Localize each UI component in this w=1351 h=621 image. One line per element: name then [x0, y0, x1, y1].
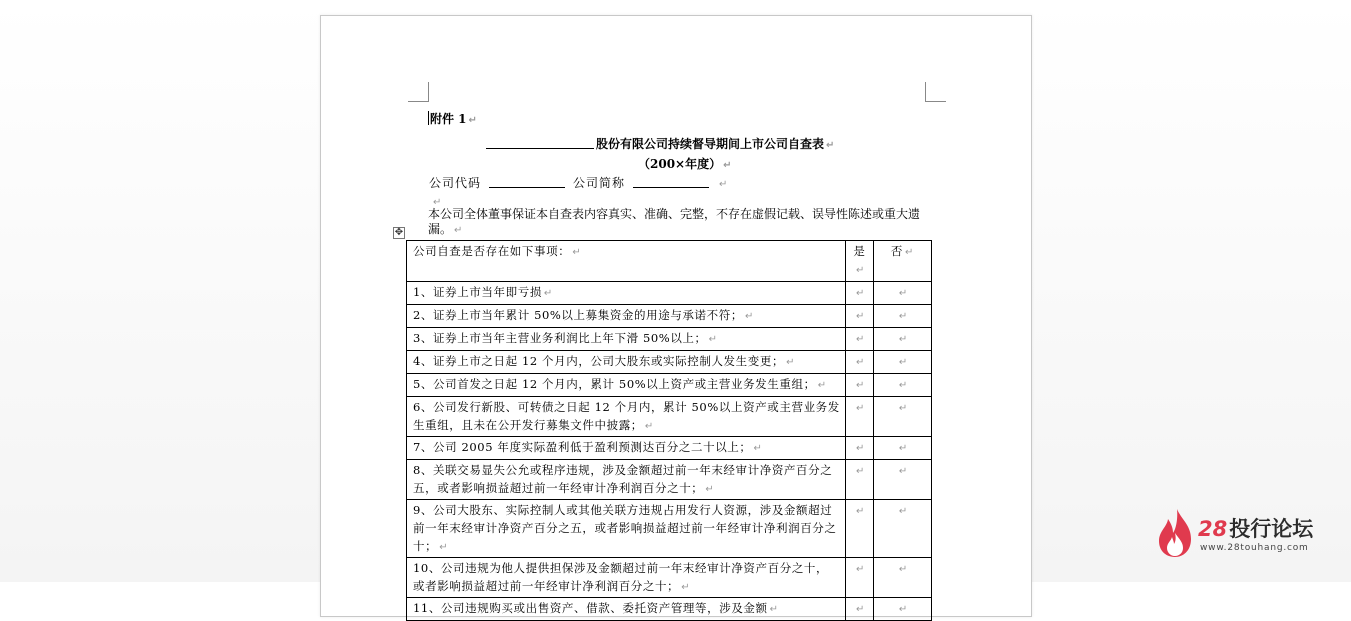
no-cell[interactable]: ↵: [873, 598, 931, 621]
text-cursor: [428, 111, 429, 125]
no-cell[interactable]: ↵: [873, 558, 931, 598]
question-cell[interactable]: 9、公司大股东、实际控制人或其他关联方违规占用发行人资源，涉及金额超过前一年末经审计净资产百分之五，或者影响损益超过前一年经审计净利润百分之十； ↵: [407, 500, 846, 558]
table-row[interactable]: [407, 305, 932, 328]
header-yes-cell[interactable]: 是↵: [846, 241, 874, 282]
watermark-logo: [1155, 507, 1325, 562]
no-cell[interactable]: ↵: [873, 328, 931, 351]
document-page[interactable]: [320, 15, 1032, 617]
yes-cell[interactable]: ↵: [846, 374, 874, 397]
table-row[interactable]: [407, 558, 932, 598]
no-cell[interactable]: ↵: [873, 397, 931, 437]
flame-icon: [1155, 507, 1197, 559]
table-row[interactable]: [407, 374, 932, 397]
yes-cell[interactable]: ↵: [846, 558, 874, 598]
table-row[interactable]: [407, 460, 932, 500]
yes-cell[interactable]: ↵: [846, 500, 874, 558]
table-header-row[interactable]: [407, 241, 932, 282]
company-name-blank: [486, 136, 594, 149]
no-cell[interactable]: ↵: [873, 305, 931, 328]
question-cell[interactable]: 11、公司违规购买或出售资产、借款、委托资产管理等，涉及金额 ↵: [407, 598, 846, 621]
question-cell[interactable]: 10、公司违规为他人提供担保涉及金额超过前一年末经审计净资产百分之十，或者影响损益超过前一年经审计净利润百分之十； ↵: [407, 558, 846, 598]
no-cell[interactable]: ↵: [873, 460, 931, 500]
yes-cell[interactable]: ↵: [846, 397, 874, 437]
no-cell[interactable]: ↵: [873, 374, 931, 397]
company-short-name-label: 公司简称: [573, 176, 626, 190]
document-title[interactable]: 股份有限公司持续督导期间上市公司自查表 ↵: [486, 136, 834, 154]
yes-cell[interactable]: ↵: [846, 305, 874, 328]
table-row[interactable]: [407, 351, 932, 374]
yes-cell[interactable]: ↵: [846, 437, 874, 460]
table-row[interactable]: [407, 282, 932, 305]
yes-cell[interactable]: ↵: [846, 351, 874, 374]
question-cell[interactable]: 3、证券上市当年主营业务利润比上年下滑 50%以上； ↵: [407, 328, 846, 351]
table-row[interactable]: [407, 397, 932, 437]
no-cell[interactable]: ↵: [873, 437, 931, 460]
question-cell[interactable]: 5、公司首发之日起 12 个月内，累计 50%以上资产或主营业务发生重组； ↵: [407, 374, 846, 397]
paragraph-mark: ↵: [454, 225, 463, 236]
no-cell[interactable]: ↵: [873, 500, 931, 558]
header-no-cell[interactable]: 否 ↵: [873, 241, 931, 282]
year-line[interactable]: （200×年度） ↵: [638, 157, 732, 171]
table-row[interactable]: [407, 500, 932, 558]
attachment-label[interactable]: 附件 1 ↵: [430, 112, 477, 126]
yes-cell[interactable]: ↵: [846, 328, 874, 351]
table-row[interactable]: [407, 328, 932, 351]
no-cell[interactable]: ↵: [873, 282, 931, 305]
yes-cell[interactable]: ↵: [846, 282, 874, 305]
margin-corner-top-left: [408, 82, 429, 102]
self-check-table[interactable]: [406, 240, 932, 621]
company-code-blank: [489, 176, 565, 188]
company-code-label: 公司代码: [429, 176, 482, 190]
no-cell[interactable]: ↵: [873, 351, 931, 374]
watermark-url: www.28touhang.com: [1200, 543, 1309, 553]
table-move-handle-icon[interactable]: ✥: [394, 227, 404, 238]
question-cell[interactable]: 1、证券上市当年即亏损 ↵: [407, 282, 846, 305]
paragraph-mark: ↵: [826, 140, 835, 151]
watermark-brand: 28投行论坛: [1198, 517, 1314, 541]
question-cell[interactable]: 4、证券上市之日起 12 个月内，公司大股东或实际控制人发生变更； ↵: [407, 351, 846, 374]
paragraph-mark: ↵: [468, 115, 477, 126]
company-short-name-blank: [633, 176, 709, 188]
declaration-paragraph[interactable]: 本公司全体董事保证本自查表内容真实、准确、完整，不存在虚假记载、误导性陈述或重大遗漏。 ↵: [428, 207, 921, 236]
paragraph-mark: ↵: [433, 197, 442, 208]
question-cell[interactable]: 7、公司 2005 年度实际盈利低于盈利预测达百分之二十以上； ↵: [407, 437, 846, 460]
question-cell[interactable]: 2、证券上市当年累计 50%以上募集资金的用途与承诺不符； ↵: [407, 305, 846, 328]
margin-corner-top-right: [925, 82, 946, 102]
question-cell[interactable]: 6、公司发行新股、可转债之日起 12 个月内，累计 50%以上资产或主营业务发生重组，且未在公开发行募集文件中披露； ↵: [407, 397, 846, 437]
table-row[interactable]: [407, 598, 932, 621]
table-row[interactable]: [407, 437, 932, 460]
company-code-line[interactable]: [429, 175, 728, 193]
yes-cell[interactable]: ↵: [846, 460, 874, 500]
paragraph-mark: ↵: [719, 179, 729, 190]
question-cell[interactable]: 8、关联交易显失公允或程序违规，涉及金额超过前一年末经审计净资产百分之五，或者影响损益超过前一年经审计净利润百分之十； ↵: [407, 460, 846, 500]
header-question-cell[interactable]: 公司自查是否存在如下事项： ↵: [407, 241, 846, 282]
paragraph-mark: ↵: [723, 160, 732, 171]
yes-cell[interactable]: ↵: [846, 598, 874, 621]
